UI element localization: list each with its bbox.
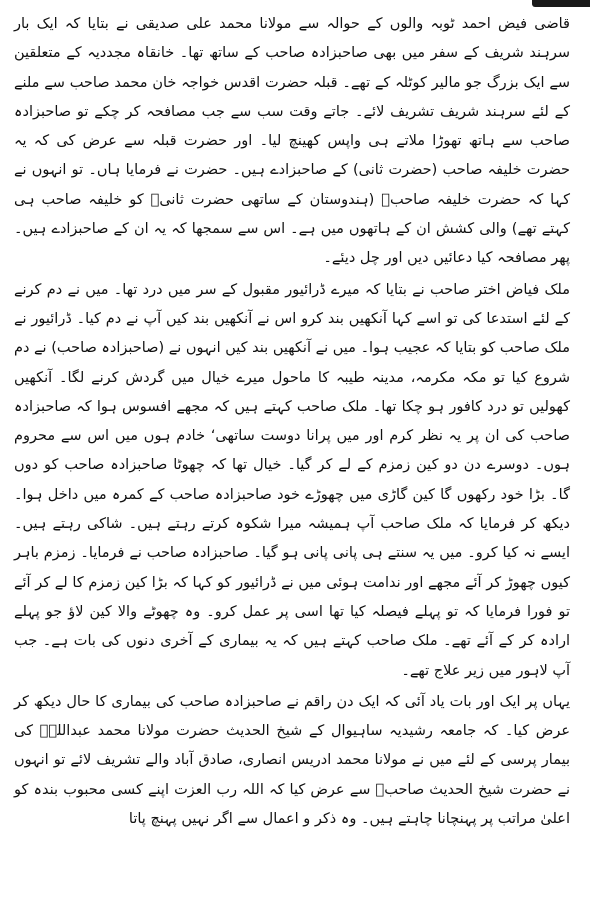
body-text [14,10,570,834]
paragraph-jamia-rashidia: یہاں پر ایک اور بات یاد آئی کہ ایک دن راقم نے صاحبزادہ صاحب کی بیماری کا حال دیکھ کر عرض کیا۔ کہ جامعہ رشیدیہ ساہیوال کے شیخ الحدیث حضرت مولانا محمد عبداللہؒ کی بیمار پرسی کے لئے میں نے مولانا محمد ادریس انصاری، صادق آباد والے تشریف لائے تو انہوں نے حضرت شیخ الحدیث صاحبؒ سے عرض کیا کہ اللہ رب العزت اپنے کسی محبوب بندہ کو اعلیٰ مراتب پر پہنچانا چاہتے ہیں۔ وہ ذکر و اعمال سے اگر نہیں پہنچ پاتا [14,693,570,828]
page-corner-mark [532,0,590,7]
paragraph-qazi-faiz-ahmad: قاضی فیض احمد ٹوبہ والوں کے حوالہ سے مولانا محمد علی صدیقی نے بتایا کہ ایک بار سرہند شریف کے سفر میں بھی صاحبزادہ صاحب کے ساتھ تھا۔ خانقاہ مجددیہ کے متعلقین سے ایک بزرگ جو مالیر کوٹلہ کے تھے۔ قبلہ حضرت اقدس خواجہ خان محمد صاحب سے ملنے کے لئے سرہند شریف تشریف لائے۔ جاتے وقت سب سے جب مصافحہ کر چکے تو صاحبزادہ صاحب سے ہاتھ تھوڑا ملاتے ہی واپس کھینچ لیا۔ اور حضرت قبلہ سے عرض کی کہ یہ حضرت خلیفہ صاحب (حضرت ثانی) کے صاحبزادے ہیں۔ حضرت نے فرمایا ہاں۔ تو انہوں نے کہا کہ حضرت خلیفہ صاحبؒ (ہندوستان کے ساتھی حضرت ثانیؒ کو خلیفہ صاحب ہی کہتے تھے) والی کشش ان کے ہاتھوں میں ہے۔ اس سے سمجھا کہ یہ ان کے صاحبزادے ہیں۔ پھر مصافحہ کیا دعائیں دیں اور چل دیئے۔ [14,16,570,267]
paragraph-malik-fayyaz-akhtar: ملک فیاض اختر صاحب نے بتایا کہ میرے ڈرائیور مقبول کے سر میں درد تھا۔ میں نے دم کرنے کے لئے استدعا کی تو اسے کہا آنکھیں بند کرو اس نے آنکھیں بند کیں آپ نے دم کیا۔ ڈرائیور نے ملک صاحب کو بتایا کہ عجیب ہوا۔ میں نے آنکھیں بند کیں انہوں نے (صاحبزادہ صاحب) نے دم شروع کیا تو مکہ مکرمہ، مدینہ طیبہ کا ماحول میرے خیال میں گردش کرنے لگا۔ آنکھیں کھولیں تو درد کافور ہو چکا تھا۔ ملک صاحب کہتے ہیں کہ مجھے افسوس ہوا کہ صاحبزادہ صاحب کی ان پر یہ نظر کرم اور میں پرانا دوست ساتھی‘ خادم ہوں میں اس سے محروم ہوں۔ دوسرے دن دو کین زمزم کے لے کر گیا۔ خیال تھا کہ چھوٹا صاحبزادہ صاحب کو دوں گا۔ بڑا خود رکھوں گا کین گاڑی میں چھوڑے خود صاحبزادہ صاحب کے کمرہ میں داخل ہوا۔ دیکھ کر فرمایا کہ ملک صاحب آپ ہمیشہ میرا شکوہ کرتے رہتے ہیں۔ شاکی رہتے ہیں۔ ایسے نہ کیا کرو۔ میں یہ سنتے ہی پانی پانی ہو گیا۔ صاحبزادہ صاحب نے فرمایا۔ زمزم باہر کیوں چھوڑ کر آئے مجھے اور ندامت ہوئی میں نے ڈرائیور کو کہا کہ بڑا کین زمزم کا لے کر آئے تو فورا فرمایا کہ تو پہلے فیصلہ کیا تھا اسی پر عمل کرو۔ وہ چھوٹے والا کین لاؤ جو پہلے ارادہ کر کے آئے تھے۔ ملک صاحب کہتے ہیں کہ یہ بیماری کے آخری دنوں کی بات ہے۔ جب آپ لاہور میں زیر علاج تھے۔ [14,281,570,679]
